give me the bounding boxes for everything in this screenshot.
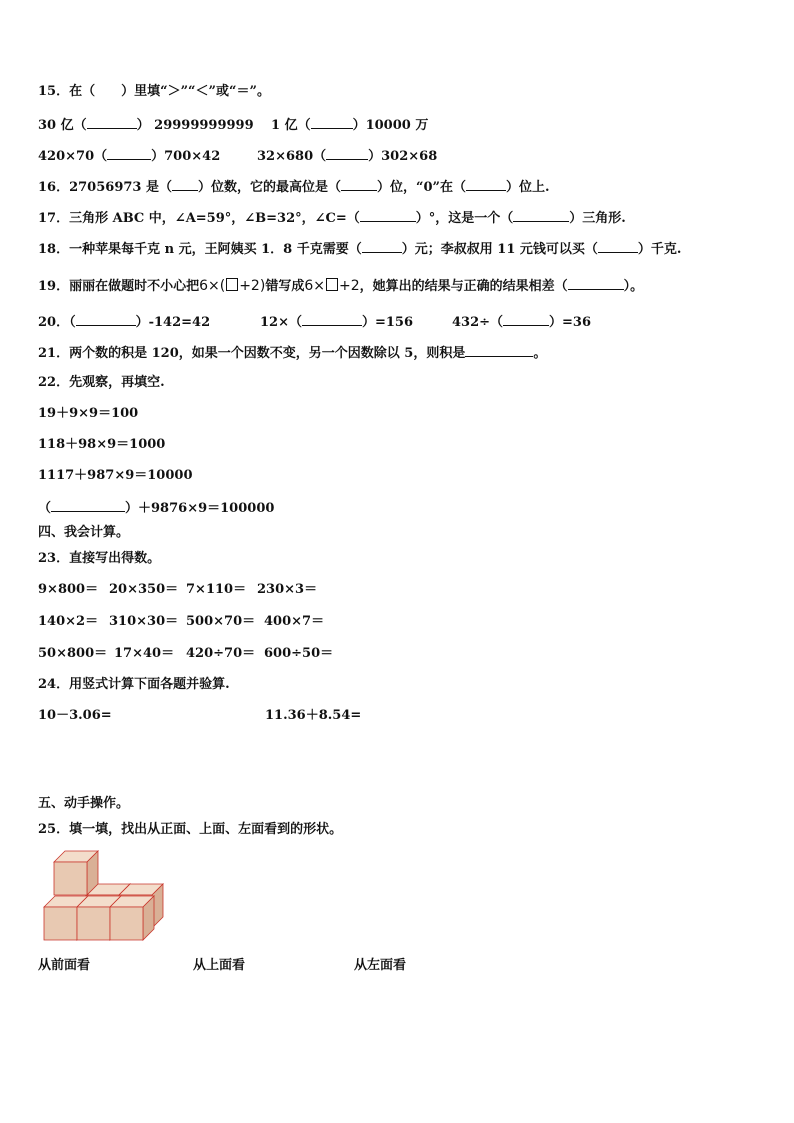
q23-item: 310×30＝ xyxy=(109,614,179,629)
q23-item: 140×2＝ xyxy=(38,614,99,629)
cube-group xyxy=(44,851,163,940)
cube-front-face xyxy=(54,862,87,895)
q20-c: 432÷（ ）=36 xyxy=(452,315,592,330)
q17: 17．三角形 ABC 中，∠A=59°，∠B=32°，∠C=（ ）°，这是一个（ ）三角形. xyxy=(38,211,626,226)
q15-row1a: 30 亿（ ） 29999999999 xyxy=(38,118,254,133)
q15-row1b: 1 亿（ ）10000 万 xyxy=(271,118,429,133)
answer-blank[interactable] xyxy=(326,147,368,160)
answer-blank[interactable] xyxy=(311,116,353,129)
answer-blank[interactable] xyxy=(513,209,569,222)
cube xyxy=(54,851,98,895)
answer-blank[interactable] xyxy=(87,116,137,129)
q22-last: （ ）＋9876×9＝100000 xyxy=(38,501,275,516)
answer-blank[interactable] xyxy=(341,178,377,191)
q23-item: 50×800＝ xyxy=(38,646,108,661)
q15-row2b: 32×680（ ）302×68 xyxy=(257,149,438,164)
q23-item: 230×3＝ xyxy=(257,582,318,597)
view-label-top: 从上面看 xyxy=(193,958,246,973)
q22-line: 19＋9×9＝100 xyxy=(38,406,139,421)
q19: 19．丽丽在做题时不小心把6×( +2)错写成6× +2，她算出的结果与正确的结果相差（ ）。 xyxy=(38,278,644,294)
q21: 21．两个数的积是 120，如果一个因数不变，另一个因数除以 5，则积是 。 xyxy=(38,346,547,361)
cube-front-face xyxy=(77,907,110,940)
answer-blank[interactable] xyxy=(51,499,125,512)
q23-item: 600÷50＝ xyxy=(264,646,334,661)
answer-blank[interactable] xyxy=(465,344,533,357)
q23-item: 17×40＝ xyxy=(114,646,175,661)
q23-prompt: 23．直接写出得数。 xyxy=(38,551,161,566)
answer-blank[interactable] xyxy=(362,240,402,253)
q18: 18．一种苹果每千克 n 元，王阿姨买 1．8 千克需要（ ）元；李叔叔用 11 元钱可以买（ ）千克. xyxy=(38,242,682,257)
q24-prompt: 24．用竖式计算下面各题并验算. xyxy=(38,677,230,692)
view-label-left: 从左面看 xyxy=(354,958,407,973)
q16: 16．27056973 是（ ）位数，它的最高位是（ ）位，“0”在（ ）位上. xyxy=(38,180,550,195)
q23-item: 9×800＝ xyxy=(38,582,99,597)
math-expression: 6×( +2) xyxy=(199,278,266,294)
section-heading: 四、我会计算。 xyxy=(38,525,130,540)
math-expression: 6× +2 xyxy=(304,278,360,294)
view-label-front: 从前面看 xyxy=(38,958,91,973)
cube-front-face xyxy=(44,907,77,940)
answer-blank[interactable] xyxy=(466,178,506,191)
answer-blank[interactable] xyxy=(107,147,151,160)
q25-prompt: 25．填一填，找出从正面、上面、左面看到的形状。 xyxy=(38,822,343,837)
q20-a: 20．（ ）-142=42 xyxy=(38,315,211,330)
q23-item: 420÷70＝ xyxy=(186,646,256,661)
q23-item: 500×70＝ xyxy=(186,614,256,629)
q20-b: 12×（ ）=156 xyxy=(260,315,414,330)
q15-prompt: 15．在（ ）里填“＞”“＜”或“＝”。 xyxy=(38,84,270,99)
q22-line: 118＋98×9＝1000 xyxy=(38,437,166,452)
cube-front-face xyxy=(110,907,143,940)
q23-item: 7×110＝ xyxy=(186,582,247,597)
answer-blank[interactable] xyxy=(360,209,416,222)
answer-blank[interactable] xyxy=(503,313,549,326)
section-heading: 五、动手操作。 xyxy=(38,796,130,811)
answer-blank[interactable] xyxy=(172,178,198,191)
q15-row2a: 420×70（ ）700×42 xyxy=(38,149,221,164)
answer-blank[interactable] xyxy=(598,240,638,253)
q22-line: 1117＋987×9＝10000 xyxy=(38,468,193,483)
cube xyxy=(110,896,154,940)
q23-item: 20×350＝ xyxy=(109,582,179,597)
answer-blank[interactable] xyxy=(76,313,136,326)
q22-prompt: 22．先观察，再填空. xyxy=(38,375,165,390)
square-box-icon xyxy=(226,278,238,291)
q24-item: 10－3.06= xyxy=(38,708,112,723)
answer-blank[interactable] xyxy=(302,313,362,326)
cube-stack-figure xyxy=(40,848,175,944)
square-box-icon xyxy=(326,278,338,291)
q24-item: 11.36＋8.54= xyxy=(265,708,362,723)
q23-item: 400×7＝ xyxy=(264,614,325,629)
answer-blank[interactable] xyxy=(568,277,624,290)
